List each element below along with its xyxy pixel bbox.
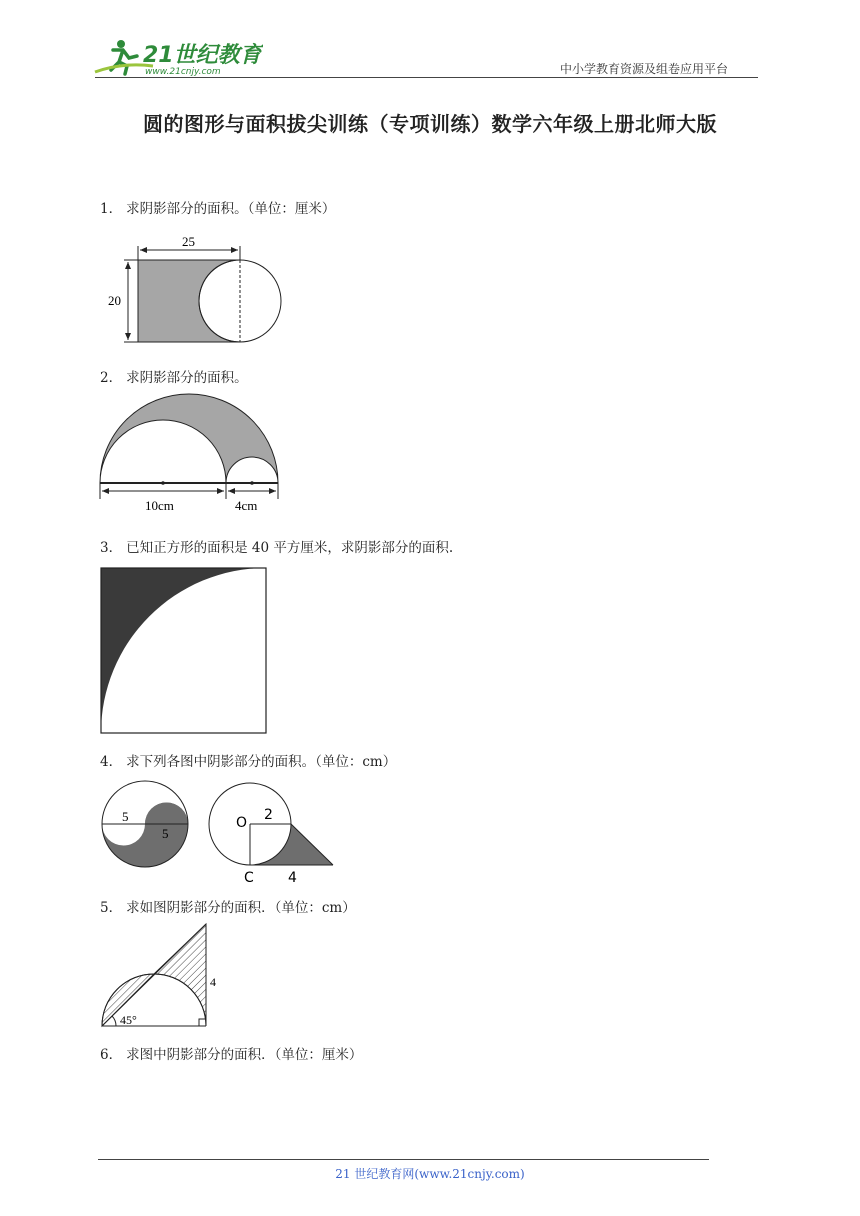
- label-2: 2: [264, 807, 273, 823]
- question-5: 5． 求如图阴影部分的面积．（单位：cm）: [100, 900, 356, 916]
- label-b: 5: [162, 826, 169, 841]
- width-label: 25: [182, 234, 195, 249]
- question-6: 6． 求图中阴影部分的面积．（单位：厘米）: [100, 1047, 363, 1063]
- footer-divider: [98, 1159, 709, 1160]
- shaded-region: [100, 394, 278, 483]
- figure-5: [98, 920, 228, 1032]
- question-number: 1．: [100, 201, 123, 217]
- figure-4: [98, 776, 338, 888]
- figure-4a: [102, 781, 188, 867]
- left-length-label: 10cm: [145, 498, 174, 513]
- shaded-region: [101, 568, 266, 733]
- question-2: 2． 求阴影部分的面积。: [100, 370, 248, 386]
- question-4: 4． 求下列各图中阴影部分的面积。（单位：cm）: [100, 754, 397, 770]
- shaded-region: [138, 260, 240, 342]
- figure-2: [95, 393, 285, 518]
- question-3: 3． 已知正方形的面积是 40 平方厘米，求阴影部分的面积.: [100, 540, 454, 556]
- side-label: 4: [210, 975, 216, 989]
- question-text: 求阴影部分的面积。（单位：厘米）: [126, 201, 336, 217]
- label-c: C: [244, 870, 254, 886]
- label-o: O: [236, 815, 248, 831]
- label-4: 4: [288, 870, 297, 886]
- figure-3: [98, 565, 270, 737]
- question-1: [100, 197, 335, 217]
- header-divider: [95, 77, 758, 78]
- figure-1: [100, 228, 290, 348]
- site-logo: [93, 36, 263, 78]
- angle-label: 45°: [120, 1013, 137, 1027]
- document-title: 圆的图形与面积拔尖训练（专项训练）数学六年级上册北师大版: [143, 112, 717, 136]
- footer-link[interactable]: 21 世纪教育网(www.21cnjy.com): [335, 1167, 525, 1181]
- logo-text: 21世纪教育: [143, 43, 262, 68]
- right-length-label: 4cm: [235, 498, 258, 513]
- header-platform-text: 中小学教育资源及组卷应用平台: [560, 62, 729, 76]
- figure-4b: [209, 783, 333, 886]
- height-label: 20: [108, 293, 121, 308]
- label-a: 5: [122, 809, 129, 824]
- logo-url: www.21cnjy.com: [145, 67, 221, 77]
